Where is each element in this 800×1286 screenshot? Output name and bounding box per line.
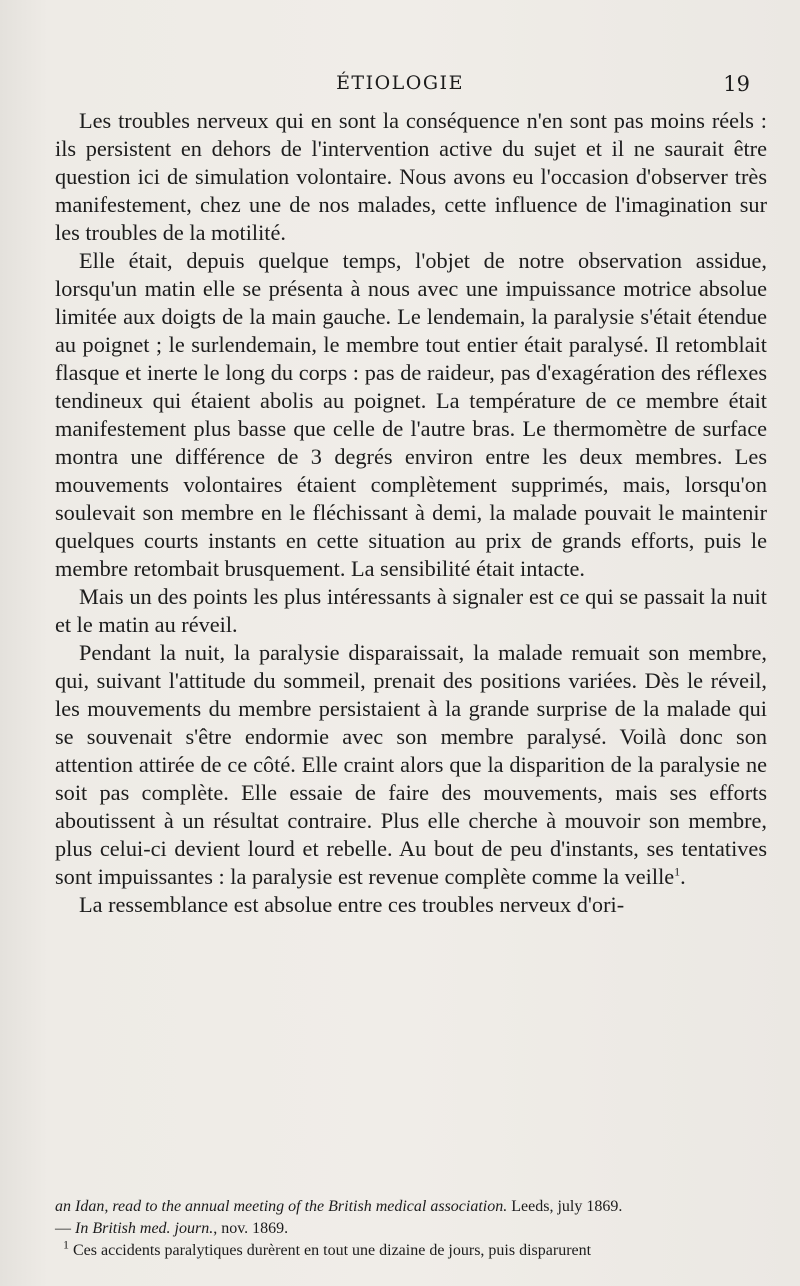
footnote-marker: 1 <box>63 1237 69 1252</box>
footnote-dash: — <box>55 1220 75 1237</box>
footnotes <box>55 1196 767 1262</box>
paragraph-text: Pendant la nuit, la paralysie disparaissait, la malade remuait son membre, qui, suivant l'attitude du sommeil, prenait des positions variées. Dès le réveil, les mouvements du membre persistaient à la grande surprise de la malade qui se souvenait s'être endormie avec son membre paralysé. Voilà donc son attention attirée de ce côté. Elle craint alors que la disparition de la paralysie ne soit pas complète. Elle essaie de faire des mouvements, mais ses efforts aboutissent à un résultat contraire. Plus elle cherche à mouvoir son membre, plus celui-ci devient lourd et rebelle. Au bout de peu d'instants, ses tentatives sont impuissantes : la paralysie est revenue complète comme la veille <box>55 640 767 889</box>
footnote-journal-date: , nov. 1869. <box>213 1220 289 1237</box>
paragraph: Les troubles nerveux qui en sont la conséquence n'en sont pas moins réels : ils persistent en dehors de l'intervention active du sujet et il ne saurait être question ici de simulation volontaire. Nous avons eu l'occasion d'observer très manifestement, chez une de nos malades, cette influence de l'imagination sur les troubles de la motilité. <box>55 108 767 245</box>
paragraph: Elle était, depuis quelque temps, l'objet de notre observation assidue, lorsqu'un matin elle se présenta à nous avec une impuissance motrice absolue limitée aux doigts de la main gauche. Le lendemain, la paralysie s'était étendue au poignet ; le surlendemain, le membre tout entier était paralysé. Il retomblait flasque et inerte le long du corps : pas de raideur, pas d'exagération des réflexes tendineux qui étaient abolis au poignet. La température de ce membre était manifestement plus basse que celle de l'autre bras. Le thermomètre de surface montra une différence de 3 degrés environ entre les deux membres. Les mouvements volontaires étaient complètement supprimés, mais, lorsqu'on soulevait son membre en le fléchissant à demi, la malade pouvait le maintenir quelques courts instants en cette situation au prix de grands efforts, puis le membre retombait brusquement. La sensibilité était intacte. <box>55 248 767 581</box>
footnote-continuation <box>55 1196 767 1218</box>
paragraph: Mais un des points les plus intéressants à signaler est ce qui se passait la nuit et le matin au réveil. <box>55 584 767 637</box>
footnote-citation-title: an Idan, read to the annual meeting of the British medical association. <box>55 1198 508 1215</box>
running-title: ÉTIOLOGIE <box>336 72 464 94</box>
footnote-1 <box>55 1237 767 1262</box>
page-number: 19 <box>723 72 750 96</box>
paragraph: La ressemblance est absolue entre ces troubles nerveux d'ori- <box>79 892 625 917</box>
paragraph: Pendant la nuit, la paralysie disparaissait, la malade remuait son membre, qui, suivant l'attitude du sommeil, prenait des positions variées. Dès le réveil, les mouvements du membre persistaient à la grande surprise de la malade qui se souvenait s'être endormie avec son membre paralysé. Voilà donc son attention attirée de ce côté. Elle craint alors que la disparition de la paralysie ne soit pas complète. Elle essaie de faire des mouvements, mais ses efforts aboutissent à un résultat contraire. Plus elle cherche à mouvoir son membre, plus celui-ci devient lourd et rebelle. Au bout de peu d'instants, ses tentatives sont impuissantes : la paralysie est revenue complète comme la veille$^1$. <box>55 640 767 889</box>
footnote-reference[interactable]: 1 <box>674 864 681 879</box>
footnote-text: Ces accidents paralytiques durèrent en tout une dizaine de jours, puis disparurent <box>69 1242 592 1259</box>
body-text <box>55 107 767 919</box>
footnote-journal: In British med. journ. <box>75 1220 214 1237</box>
running-head <box>0 72 800 102</box>
footnote-citation-place: Leeds, july 1869. <box>507 1198 623 1215</box>
footnote-continuation-line <box>55 1218 767 1240</box>
